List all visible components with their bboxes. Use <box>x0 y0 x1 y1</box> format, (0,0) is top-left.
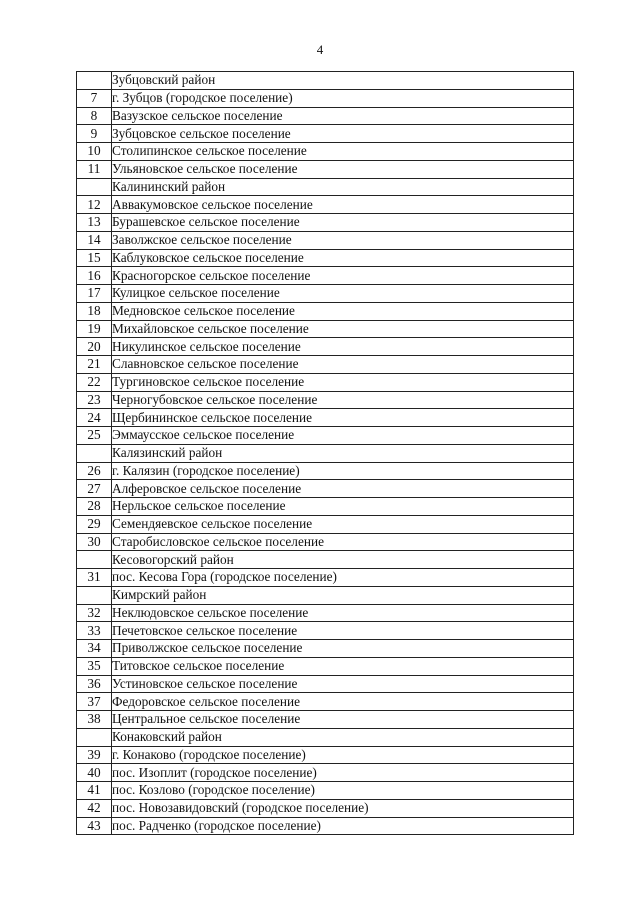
district-header-row <box>77 551 574 569</box>
row-number: 37 <box>77 693 112 711</box>
settlement-name: Тургиновское сельское поселение <box>112 373 574 391</box>
table-row <box>77 125 574 143</box>
district-name: Калязинский район <box>112 444 574 462</box>
table-row <box>77 338 574 356</box>
district-name: Калининский район <box>112 178 574 196</box>
settlement-name: г. Конаково (городское поселение) <box>112 746 574 764</box>
row-number <box>77 728 112 746</box>
row-number: 43 <box>77 817 112 835</box>
row-number <box>77 586 112 604</box>
row-number: 42 <box>77 799 112 817</box>
row-number: 32 <box>77 604 112 622</box>
table-row <box>77 462 574 480</box>
settlement-name: Медновское сельское поселение <box>112 302 574 320</box>
settlement-name: Старобисловское сельское поселение <box>112 533 574 551</box>
table-row <box>77 515 574 533</box>
table-row <box>77 480 574 498</box>
district-name: Зубцовский район <box>112 72 574 90</box>
row-number: 16 <box>77 267 112 285</box>
table-row <box>77 356 574 374</box>
row-number: 30 <box>77 533 112 551</box>
table-row <box>77 373 574 391</box>
district-header-row <box>77 178 574 196</box>
row-number: 34 <box>77 640 112 658</box>
settlement-name: Федоровское сельское поселение <box>112 693 574 711</box>
settlement-name: Зубцовское сельское поселение <box>112 125 574 143</box>
settlement-name: Аввакумовское сельское поселение <box>112 196 574 214</box>
row-number: 33 <box>77 622 112 640</box>
table-row <box>77 711 574 729</box>
table-row <box>77 249 574 267</box>
row-number: 36 <box>77 675 112 693</box>
row-number: 12 <box>77 196 112 214</box>
district-name: Конаковский район <box>112 728 574 746</box>
table-row <box>77 285 574 303</box>
district-header-row <box>77 444 574 462</box>
table-row <box>77 622 574 640</box>
settlement-name: Вазузское сельское поселение <box>112 107 574 125</box>
row-number: 24 <box>77 409 112 427</box>
row-number: 17 <box>77 285 112 303</box>
settlements-table-body <box>77 72 574 835</box>
row-number: 22 <box>77 373 112 391</box>
settlement-name: Каблуковское сельское поселение <box>112 249 574 267</box>
settlement-name: Кулицкое сельское поселение <box>112 285 574 303</box>
settlement-name: Столипинское сельское поселение <box>112 143 574 161</box>
row-number: 14 <box>77 231 112 249</box>
table-row <box>77 214 574 232</box>
table-row <box>77 817 574 835</box>
district-header-row <box>77 72 574 90</box>
row-number: 29 <box>77 515 112 533</box>
table-row <box>77 746 574 764</box>
row-number: 28 <box>77 498 112 516</box>
settlement-name: пос. Козлово (городское поселение) <box>112 782 574 800</box>
settlement-name: Черногубовское сельское поселение <box>112 391 574 409</box>
row-number: 39 <box>77 746 112 764</box>
settlement-name: пос. Новозавидовский (городское поселение) <box>112 799 574 817</box>
row-number: 15 <box>77 249 112 267</box>
row-number: 25 <box>77 427 112 445</box>
table-row <box>77 764 574 782</box>
table-row <box>77 196 574 214</box>
row-number: 41 <box>77 782 112 800</box>
row-number: 7 <box>77 89 112 107</box>
settlement-name: Нерльское сельское поселение <box>112 498 574 516</box>
row-number: 18 <box>77 302 112 320</box>
settlement-name: Бурашевское сельское поселение <box>112 214 574 232</box>
settlement-name: Славновское сельское поселение <box>112 356 574 374</box>
table-row <box>77 533 574 551</box>
table-row <box>77 498 574 516</box>
row-number: 11 <box>77 160 112 178</box>
table-row <box>77 89 574 107</box>
row-number: 38 <box>77 711 112 729</box>
settlement-name: Михайловское сельское поселение <box>112 320 574 338</box>
settlement-name: Титовское сельское поселение <box>112 657 574 675</box>
row-number: 9 <box>77 125 112 143</box>
settlement-name: Семендяевское сельское поселение <box>112 515 574 533</box>
settlement-name: Щербининское сельское поселение <box>112 409 574 427</box>
table-row <box>77 782 574 800</box>
row-number <box>77 178 112 196</box>
table-row <box>77 640 574 658</box>
district-header-row <box>77 586 574 604</box>
table-row <box>77 391 574 409</box>
row-number: 26 <box>77 462 112 480</box>
table-row <box>77 604 574 622</box>
table-row <box>77 675 574 693</box>
table-row <box>77 231 574 249</box>
settlements-table <box>76 71 574 835</box>
settlement-name: Алферовское сельское поселение <box>112 480 574 498</box>
settlement-name: г. Калязин (городское поселение) <box>112 462 574 480</box>
table-row <box>77 693 574 711</box>
page-number: 4 <box>316 42 324 57</box>
row-number: 40 <box>77 764 112 782</box>
row-number: 35 <box>77 657 112 675</box>
district-name: Кесовогорский район <box>112 551 574 569</box>
settlement-name: Неклюдовское сельское поселение <box>112 604 574 622</box>
row-number: 27 <box>77 480 112 498</box>
row-number: 10 <box>77 143 112 161</box>
settlement-name: пос. Кесова Гора (городское поселение) <box>112 569 574 587</box>
table-row <box>77 569 574 587</box>
settlement-name: пос. Радченко (городское поселение) <box>112 817 574 835</box>
row-number: 21 <box>77 356 112 374</box>
settlement-name: Красногорское сельское поселение <box>112 267 574 285</box>
row-number: 23 <box>77 391 112 409</box>
settlement-name: Устиновское сельское поселение <box>112 675 574 693</box>
row-number: 31 <box>77 569 112 587</box>
table-row <box>77 409 574 427</box>
row-number: 19 <box>77 320 112 338</box>
settlement-name: Эммаусское сельское поселение <box>112 427 574 445</box>
table-row <box>77 799 574 817</box>
row-number <box>77 551 112 569</box>
table-row <box>77 320 574 338</box>
table-row <box>77 267 574 285</box>
settlement-name: Никулинское сельское поселение <box>112 338 574 356</box>
settlement-name: Центральное сельское поселение <box>112 711 574 729</box>
table-row <box>77 160 574 178</box>
table-row <box>77 143 574 161</box>
row-number: 13 <box>77 214 112 232</box>
district-header-row <box>77 728 574 746</box>
district-name: Кимрский район <box>112 586 574 604</box>
table-row <box>77 427 574 445</box>
settlement-name: пос. Изоплит (городское поселение) <box>112 764 574 782</box>
table-row <box>77 657 574 675</box>
settlement-name: Печетовское сельское поселение <box>112 622 574 640</box>
settlement-name: Заволжское сельское поселение <box>112 231 574 249</box>
row-number: 8 <box>77 107 112 125</box>
settlement-name: Приволжское сельское поселение <box>112 640 574 658</box>
row-number: 20 <box>77 338 112 356</box>
settlement-name: Ульяновское сельское поселение <box>112 160 574 178</box>
row-number <box>77 72 112 90</box>
table-row <box>77 302 574 320</box>
settlement-name: г. Зубцов (городское поселение) <box>112 89 574 107</box>
table-row <box>77 107 574 125</box>
row-number <box>77 444 112 462</box>
